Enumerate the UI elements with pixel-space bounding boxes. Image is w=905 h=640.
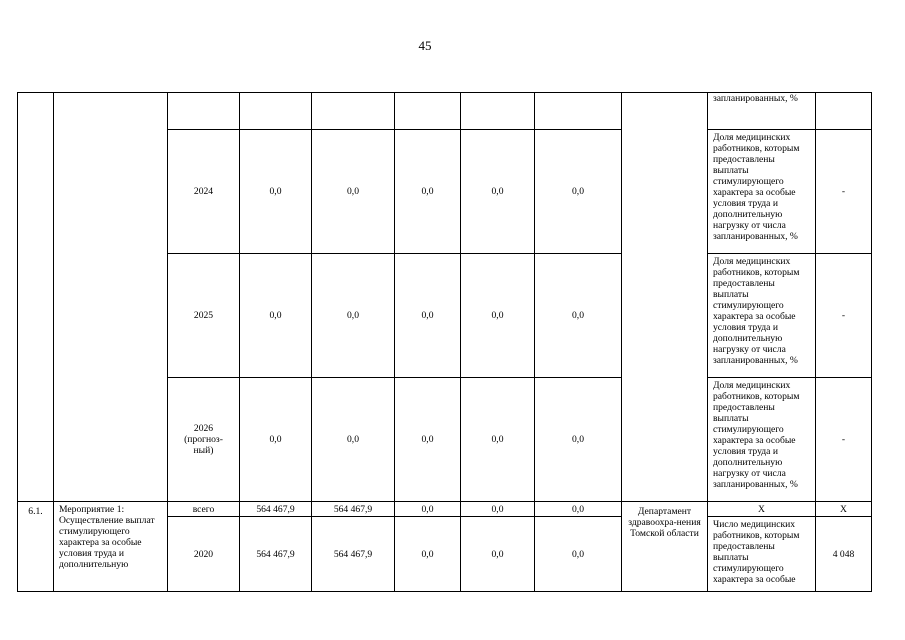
value-cell: 0,0 [240, 254, 312, 378]
page-number: 45 [418, 38, 432, 53]
year-cell: 2026 (прогноз-ный) [168, 378, 240, 502]
value-cell: 564 467,9 [312, 517, 395, 592]
value-cell: 0,0 [461, 517, 535, 592]
measure-name-text: Мероприятие 1: Осуществление выплат стимулирующего характера за особые условия труда и дополнительную [59, 504, 155, 570]
executor-cell-empty [622, 93, 708, 502]
value-cell: 0,0 [461, 254, 535, 378]
year-cell: всего [168, 502, 240, 517]
value-cell: 0,0 [535, 502, 622, 517]
executor-cell: Департамент здравоохра-нения Томской области [622, 502, 708, 592]
indicator-cell [708, 517, 816, 592]
target-cell [816, 93, 872, 130]
value-cell: 0,0 [535, 254, 622, 378]
indicator-cell: Доля медицинских работников, которым предоставлены выплаты стимулирующего характера за особые условия труда и дополнительную нагрузку от числа запланированных, % [708, 254, 816, 378]
name-cell-empty [54, 93, 168, 502]
indicator-text: Число медицинских работников, которым предоставлены выплаты стимулирующего характера за особые [713, 519, 800, 585]
indicator-cell: Х [708, 502, 816, 517]
year-cell: 2020 [168, 517, 240, 592]
indicator-cell [708, 93, 816, 130]
number-cell-empty [18, 93, 54, 502]
program-table [17, 92, 872, 592]
value-cell: 0,0 [312, 130, 395, 254]
measure-number: 6.1. [18, 502, 54, 592]
value-cell: 0,0 [240, 378, 312, 502]
target-cell: - [816, 130, 872, 254]
target-cell: 4 048 [816, 517, 872, 592]
value-cell: 0,0 [312, 378, 395, 502]
year-cell [168, 93, 240, 130]
value-cell: 0,0 [535, 130, 622, 254]
indicator-text: запланированных, % [713, 93, 798, 104]
value-cell: 0,0 [461, 130, 535, 254]
value-cell: 0,0 [461, 378, 535, 502]
value-cell: 0,0 [395, 254, 461, 378]
value-cell: 0,0 [395, 378, 461, 502]
value-cell: 0,0 [395, 130, 461, 254]
value-cell: 0,0 [240, 130, 312, 254]
value-cell: 564 467,9 [240, 502, 312, 517]
target-cell: - [816, 254, 872, 378]
target-cell: - [816, 378, 872, 502]
year-cell: 2024 [168, 130, 240, 254]
value-cell: 564 467,9 [312, 502, 395, 517]
indicator-cell: Доля медицинских работников, которым предоставлены выплаты стимулирующего характера за особые условия труда и дополнительную нагрузку от числа запланированных, % [708, 378, 816, 502]
table-row [18, 502, 872, 517]
value-cell: 0,0 [395, 502, 461, 517]
table-row [18, 93, 872, 130]
year-cell: 2025 [168, 254, 240, 378]
value-cell: 0,0 [535, 517, 622, 592]
value-cell: 0,0 [461, 502, 535, 517]
measure-name [54, 502, 168, 592]
value-cell: 0,0 [535, 378, 622, 502]
value-cell: 564 467,9 [240, 517, 312, 592]
value-cell: 0,0 [395, 517, 461, 592]
value-cell: 0,0 [312, 254, 395, 378]
target-cell: Х [816, 502, 872, 517]
indicator-cell: Доля медицинских работников, которым предоставлены выплаты стимулирующего характера за особые условия труда и дополнительную нагрузку от числа запланированных, % [708, 130, 816, 254]
